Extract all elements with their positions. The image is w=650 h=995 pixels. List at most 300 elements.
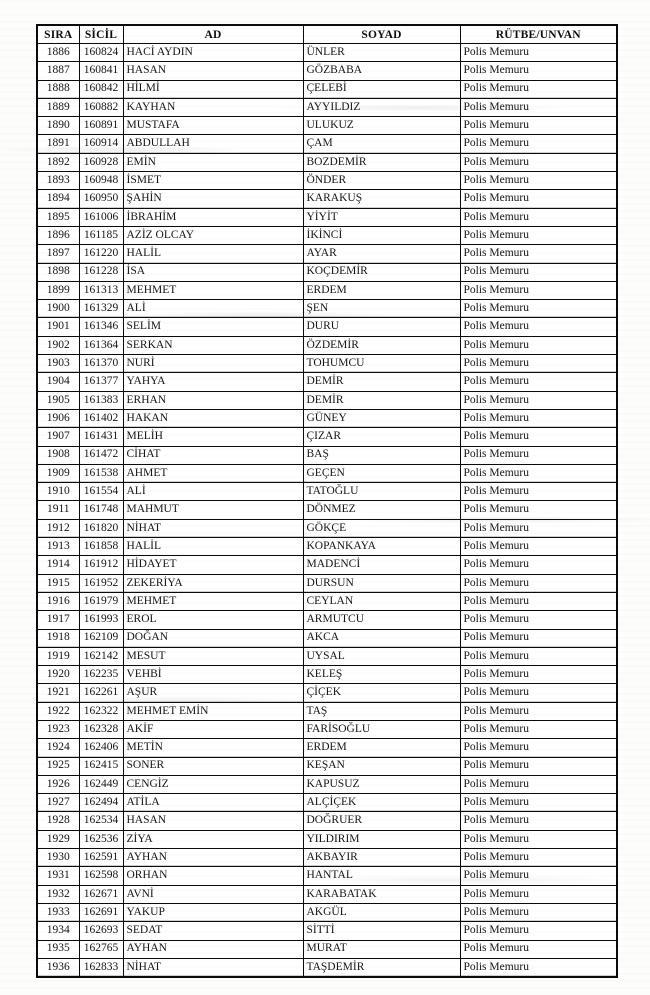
table-row: [37, 391, 617, 409]
rutbe-cell: Polis Memuru: [460, 281, 617, 299]
table-body: [37, 44, 617, 978]
table-row: [37, 702, 617, 720]
sira-cell: 1893: [37, 172, 79, 190]
rutbe-cell: Polis Memuru: [460, 446, 617, 464]
sicil-cell: 160842: [79, 80, 123, 98]
sira-cell: 1900: [37, 300, 79, 318]
sicil-cell: 161858: [79, 538, 123, 556]
sicil-cell: 160891: [79, 117, 123, 135]
rutbe-cell: Polis Memuru: [460, 867, 617, 885]
ad-cell: ERHAN: [123, 391, 303, 409]
sira-cell: 1888: [37, 80, 79, 98]
table-row: [37, 245, 617, 263]
table-row: [37, 355, 617, 373]
table-row: [37, 336, 617, 354]
sira-cell: 1919: [37, 647, 79, 665]
soyad-cell: İKİNCİ: [303, 226, 460, 244]
sicil-cell: 162109: [79, 629, 123, 647]
ad-cell: ALİ: [123, 483, 303, 501]
ad-cell: YAKUP: [123, 903, 303, 921]
sicil-cell: 161006: [79, 208, 123, 226]
sira-cell: 1929: [37, 830, 79, 848]
sicil-cell: 160950: [79, 190, 123, 208]
table-row: [37, 44, 617, 62]
rutbe-cell: Polis Memuru: [460, 336, 617, 354]
sicil-cell: 161364: [79, 336, 123, 354]
table-row: [37, 812, 617, 830]
table-row: [37, 903, 617, 921]
sira-cell: 1913: [37, 538, 79, 556]
ad-cell: EMİN: [123, 153, 303, 171]
table-row: [37, 98, 617, 116]
sicil-cell: 161820: [79, 519, 123, 537]
table-row: [37, 775, 617, 793]
ad-cell: METİN: [123, 739, 303, 757]
sicil-cell: 162833: [79, 958, 123, 977]
sicil-cell: 160948: [79, 172, 123, 190]
table-row: [37, 739, 617, 757]
ad-cell: EROL: [123, 611, 303, 629]
sicil-cell: 160841: [79, 62, 123, 80]
sicil-cell: 161912: [79, 556, 123, 574]
scanned-document-page: [36, 24, 618, 978]
soyad-cell: TAŞDEMİR: [303, 958, 460, 977]
sicil-cell: 161383: [79, 391, 123, 409]
soyad-cell: AYYILDIZ: [303, 98, 460, 116]
soyad-cell: HANTAL: [303, 867, 460, 885]
sira-cell: 1896: [37, 226, 79, 244]
rutbe-cell: Polis Memuru: [460, 885, 617, 903]
sicil-cell: 162235: [79, 666, 123, 684]
soyad-cell: AYAR: [303, 245, 460, 263]
sicil-cell: 161346: [79, 318, 123, 336]
rutbe-cell: Polis Memuru: [460, 519, 617, 537]
sira-cell: 1904: [37, 373, 79, 391]
sira-cell: 1901: [37, 318, 79, 336]
ad-cell: HALİL: [123, 538, 303, 556]
rutbe-cell: Polis Memuru: [460, 226, 617, 244]
sira-cell: 1920: [37, 666, 79, 684]
soyad-cell: KAPUSUZ: [303, 775, 460, 793]
rutbe-cell: Polis Memuru: [460, 720, 617, 738]
soyad-cell: KARAKUŞ: [303, 190, 460, 208]
rutbe-cell: Polis Memuru: [460, 373, 617, 391]
soyad-cell: ÇIZAR: [303, 428, 460, 446]
sicil-cell: 162598: [79, 867, 123, 885]
rutbe-cell: Polis Memuru: [460, 812, 617, 830]
ad-cell: İSA: [123, 263, 303, 281]
ad-cell: MAHMUT: [123, 501, 303, 519]
rutbe-cell: Polis Memuru: [460, 355, 617, 373]
table-row: [37, 80, 617, 98]
sira-cell: 1926: [37, 775, 79, 793]
ad-cell: AZİZ OLCAY: [123, 226, 303, 244]
soyad-cell: FARİSOĞLU: [303, 720, 460, 738]
soyad-cell: DURSUN: [303, 574, 460, 592]
sira-cell: 1899: [37, 281, 79, 299]
ad-cell: NİHAT: [123, 958, 303, 977]
rutbe-cell: Polis Memuru: [460, 172, 617, 190]
rutbe-cell: Polis Memuru: [460, 538, 617, 556]
sira-cell: 1924: [37, 739, 79, 757]
table-row: [37, 794, 617, 812]
sira-cell: 1891: [37, 135, 79, 153]
ad-cell: İSMET: [123, 172, 303, 190]
ad-cell: İBRAHİM: [123, 208, 303, 226]
rutbe-cell: Polis Memuru: [460, 153, 617, 171]
ad-cell: ZİYA: [123, 830, 303, 848]
soyad-cell: YİYİT: [303, 208, 460, 226]
sira-cell: 1897: [37, 245, 79, 263]
sicil-cell: 162671: [79, 885, 123, 903]
table-row: [37, 117, 617, 135]
soyad-cell: GÖKÇE: [303, 519, 460, 537]
soyad-cell: SİTTİ: [303, 922, 460, 940]
ad-cell: HASAN: [123, 62, 303, 80]
rutbe-cell: Polis Memuru: [460, 794, 617, 812]
ad-cell: MEHMET: [123, 281, 303, 299]
sicil-cell: 162534: [79, 812, 123, 830]
sira-cell: 1894: [37, 190, 79, 208]
ad-cell: CİHAT: [123, 446, 303, 464]
sira-cell: 1887: [37, 62, 79, 80]
table-row: [37, 373, 617, 391]
rutbe-cell: Polis Memuru: [460, 629, 617, 647]
soyad-cell: KELEŞ: [303, 666, 460, 684]
table-row: [37, 501, 617, 519]
sira-cell: 1895: [37, 208, 79, 226]
rutbe-cell: Polis Memuru: [460, 190, 617, 208]
sicil-cell: 161993: [79, 611, 123, 629]
rutbe-cell: Polis Memuru: [460, 611, 617, 629]
table-row: [37, 519, 617, 537]
table-row: [37, 318, 617, 336]
table-row: [37, 611, 617, 629]
sira-cell: 1890: [37, 117, 79, 135]
rutbe-cell: Polis Memuru: [460, 757, 617, 775]
ad-cell: AŞUR: [123, 684, 303, 702]
rutbe-cell: Polis Memuru: [460, 849, 617, 867]
soyad-cell: MADENCİ: [303, 556, 460, 574]
sicil-cell: 161472: [79, 446, 123, 464]
sira-cell: 1934: [37, 922, 79, 940]
sira-cell: 1907: [37, 428, 79, 446]
rutbe-cell: Polis Memuru: [460, 62, 617, 80]
ad-cell: NURİ: [123, 355, 303, 373]
column-header-sicil: SİCİL: [79, 25, 123, 44]
sira-cell: 1892: [37, 153, 79, 171]
soyad-cell: GEÇEN: [303, 464, 460, 482]
sira-cell: 1930: [37, 849, 79, 867]
rutbe-cell: Polis Memuru: [460, 391, 617, 409]
sira-cell: 1898: [37, 263, 79, 281]
soyad-cell: DOĞRUER: [303, 812, 460, 830]
sicil-cell: 162494: [79, 794, 123, 812]
ad-cell: AVNİ: [123, 885, 303, 903]
sira-cell: 1917: [37, 611, 79, 629]
sicil-cell: 162415: [79, 757, 123, 775]
sira-cell: 1903: [37, 355, 79, 373]
sira-cell: 1915: [37, 574, 79, 592]
table-row: [37, 190, 617, 208]
soyad-cell: BOZDEMİR: [303, 153, 460, 171]
soyad-cell: AKBAYIR: [303, 849, 460, 867]
soyad-cell: TAŞ: [303, 702, 460, 720]
table-row: [37, 464, 617, 482]
rutbe-cell: Polis Memuru: [460, 684, 617, 702]
sicil-cell: 160882: [79, 98, 123, 116]
ad-cell: SELİM: [123, 318, 303, 336]
soyad-cell: KEŞAN: [303, 757, 460, 775]
table-row: [37, 428, 617, 446]
rutbe-cell: Polis Memuru: [460, 501, 617, 519]
sicil-cell: 161402: [79, 409, 123, 427]
soyad-cell: ÖNDER: [303, 172, 460, 190]
sicil-cell: 162691: [79, 903, 123, 921]
table-row: [37, 647, 617, 665]
table-row: [37, 592, 617, 610]
sira-cell: 1909: [37, 464, 79, 482]
ad-cell: DOĞAN: [123, 629, 303, 647]
column-header-rutbe: RÜTBE/UNVAN: [460, 25, 617, 44]
rutbe-cell: Polis Memuru: [460, 409, 617, 427]
sira-cell: 1932: [37, 885, 79, 903]
rutbe-cell: Polis Memuru: [460, 464, 617, 482]
soyad-cell: DÖNMEZ: [303, 501, 460, 519]
personnel-table: [36, 24, 618, 978]
sicil-cell: 162261: [79, 684, 123, 702]
rutbe-cell: Polis Memuru: [460, 556, 617, 574]
soyad-cell: KOÇDEMİR: [303, 263, 460, 281]
ad-cell: ŞAHİN: [123, 190, 303, 208]
column-header-sira: SIRA: [37, 25, 79, 44]
ad-cell: YAHYA: [123, 373, 303, 391]
sicil-cell: 161979: [79, 592, 123, 610]
ad-cell: HAKAN: [123, 409, 303, 427]
table-row: [37, 940, 617, 958]
ad-cell: HİLMİ: [123, 80, 303, 98]
table-row: [37, 629, 617, 647]
sicil-cell: 161220: [79, 245, 123, 263]
rutbe-cell: Polis Memuru: [460, 135, 617, 153]
rutbe-cell: Polis Memuru: [460, 245, 617, 263]
sira-cell: 1912: [37, 519, 79, 537]
soyad-cell: ULUKUZ: [303, 117, 460, 135]
ad-cell: MEHMET EMİN: [123, 702, 303, 720]
soyad-cell: ARMUTCU: [303, 611, 460, 629]
ad-cell: AYHAN: [123, 849, 303, 867]
soyad-cell: ÇELEBİ: [303, 80, 460, 98]
table-row: [37, 172, 617, 190]
rutbe-cell: Polis Memuru: [460, 666, 617, 684]
column-header-soyad: SOYAD: [303, 25, 460, 44]
soyad-cell: UYSAL: [303, 647, 460, 665]
sicil-cell: 162142: [79, 647, 123, 665]
table-row: [37, 666, 617, 684]
sira-cell: 1931: [37, 867, 79, 885]
table-row: [37, 830, 617, 848]
sicil-cell: 162765: [79, 940, 123, 958]
ad-cell: CENGİZ: [123, 775, 303, 793]
sira-cell: 1927: [37, 794, 79, 812]
soyad-cell: ALÇİÇEK: [303, 794, 460, 812]
rutbe-cell: Polis Memuru: [460, 592, 617, 610]
ad-cell: MESUT: [123, 647, 303, 665]
soyad-cell: ERDEM: [303, 281, 460, 299]
sicil-cell: 162536: [79, 830, 123, 848]
ad-cell: KAYHAN: [123, 98, 303, 116]
table-row: [37, 409, 617, 427]
sira-cell: 1902: [37, 336, 79, 354]
ad-cell: ABDULLAH: [123, 135, 303, 153]
rutbe-cell: Polis Memuru: [460, 117, 617, 135]
table-row: [37, 574, 617, 592]
column-header-ad: AD: [123, 25, 303, 44]
rutbe-cell: Polis Memuru: [460, 428, 617, 446]
table-row: [37, 263, 617, 281]
soyad-cell: AKGÜL: [303, 903, 460, 921]
ad-cell: SEDAT: [123, 922, 303, 940]
sicil-cell: 161370: [79, 355, 123, 373]
sira-cell: 1925: [37, 757, 79, 775]
table-row: [37, 867, 617, 885]
soyad-cell: CEYLAN: [303, 592, 460, 610]
sira-cell: 1906: [37, 409, 79, 427]
soyad-cell: MURAT: [303, 940, 460, 958]
ad-cell: MUSTAFA: [123, 117, 303, 135]
table-row: [37, 300, 617, 318]
table-row: [37, 849, 617, 867]
sira-cell: 1921: [37, 684, 79, 702]
table-row: [37, 281, 617, 299]
table-row: [37, 538, 617, 556]
sicil-cell: 162328: [79, 720, 123, 738]
ad-cell: HASAN: [123, 812, 303, 830]
sicil-cell: 161313: [79, 281, 123, 299]
table-row: [37, 885, 617, 903]
sicil-cell: 161329: [79, 300, 123, 318]
sira-cell: 1916: [37, 592, 79, 610]
sira-cell: 1936: [37, 958, 79, 977]
soyad-cell: DEMİR: [303, 373, 460, 391]
ad-cell: VEHBİ: [123, 666, 303, 684]
table-row: [37, 483, 617, 501]
rutbe-cell: Polis Memuru: [460, 44, 617, 62]
sicil-cell: 162406: [79, 739, 123, 757]
table-row: [37, 720, 617, 738]
sicil-cell: 160928: [79, 153, 123, 171]
ad-cell: HALİL: [123, 245, 303, 263]
sira-cell: 1889: [37, 98, 79, 116]
ad-cell: MELİH: [123, 428, 303, 446]
rutbe-cell: Polis Memuru: [460, 318, 617, 336]
rutbe-cell: Polis Memuru: [460, 775, 617, 793]
sicil-cell: 161538: [79, 464, 123, 482]
soyad-cell: TATOĞLU: [303, 483, 460, 501]
table-row: [37, 958, 617, 977]
sicil-cell: 162591: [79, 849, 123, 867]
soyad-cell: GÜNEY: [303, 409, 460, 427]
rutbe-cell: Polis Memuru: [460, 483, 617, 501]
rutbe-cell: Polis Memuru: [460, 830, 617, 848]
soyad-cell: GÖZBABA: [303, 62, 460, 80]
sira-cell: 1908: [37, 446, 79, 464]
soyad-cell: YILDIRIM: [303, 830, 460, 848]
ad-cell: AKİF: [123, 720, 303, 738]
ad-cell: ZEKERİYA: [123, 574, 303, 592]
sicil-cell: 161377: [79, 373, 123, 391]
sicil-cell: 161228: [79, 263, 123, 281]
sicil-cell: 162693: [79, 922, 123, 940]
ad-cell: HACİ AYDIN: [123, 44, 303, 62]
rutbe-cell: Polis Memuru: [460, 922, 617, 940]
rutbe-cell: Polis Memuru: [460, 208, 617, 226]
rutbe-cell: Polis Memuru: [460, 300, 617, 318]
rutbe-cell: Polis Memuru: [460, 647, 617, 665]
sicil-cell: 161748: [79, 501, 123, 519]
table-row: [37, 922, 617, 940]
ad-cell: ORHAN: [123, 867, 303, 885]
rutbe-cell: Polis Memuru: [460, 80, 617, 98]
soyad-cell: ÖZDEMİR: [303, 336, 460, 354]
table-row: [37, 556, 617, 574]
rutbe-cell: Polis Memuru: [460, 739, 617, 757]
table-row: [37, 208, 617, 226]
rutbe-cell: Polis Memuru: [460, 940, 617, 958]
soyad-cell: DEMİR: [303, 391, 460, 409]
table-row: [37, 446, 617, 464]
rutbe-cell: Polis Memuru: [460, 574, 617, 592]
table-row: [37, 226, 617, 244]
ad-cell: AHMET: [123, 464, 303, 482]
soyad-cell: ŞEN: [303, 300, 460, 318]
sicil-cell: 161952: [79, 574, 123, 592]
soyad-cell: ÇAM: [303, 135, 460, 153]
rutbe-cell: Polis Memuru: [460, 263, 617, 281]
soyad-cell: AKCA: [303, 629, 460, 647]
table-header-row: [37, 25, 617, 44]
ad-cell: ATİLA: [123, 794, 303, 812]
ad-cell: SONER: [123, 757, 303, 775]
soyad-cell: ÜNLER: [303, 44, 460, 62]
rutbe-cell: Polis Memuru: [460, 702, 617, 720]
ad-cell: HİDAYET: [123, 556, 303, 574]
soyad-cell: KOPANKAYA: [303, 538, 460, 556]
sira-cell: 1933: [37, 903, 79, 921]
table-row: [37, 135, 617, 153]
rutbe-cell: Polis Memuru: [460, 958, 617, 977]
sicil-cell: 161431: [79, 428, 123, 446]
sira-cell: 1905: [37, 391, 79, 409]
sira-cell: 1910: [37, 483, 79, 501]
soyad-cell: KARABATAK: [303, 885, 460, 903]
table-row: [37, 684, 617, 702]
table-row: [37, 757, 617, 775]
sicil-cell: 162322: [79, 702, 123, 720]
sicil-cell: 161554: [79, 483, 123, 501]
sira-cell: 1935: [37, 940, 79, 958]
soyad-cell: BAŞ: [303, 446, 460, 464]
sicil-cell: 162449: [79, 775, 123, 793]
table-row: [37, 62, 617, 80]
ad-cell: MEHMET: [123, 592, 303, 610]
sira-cell: 1886: [37, 44, 79, 62]
soyad-cell: ERDEM: [303, 739, 460, 757]
sicil-cell: 160914: [79, 135, 123, 153]
sicil-cell: 161185: [79, 226, 123, 244]
sira-cell: 1923: [37, 720, 79, 738]
ad-cell: AYHAN: [123, 940, 303, 958]
